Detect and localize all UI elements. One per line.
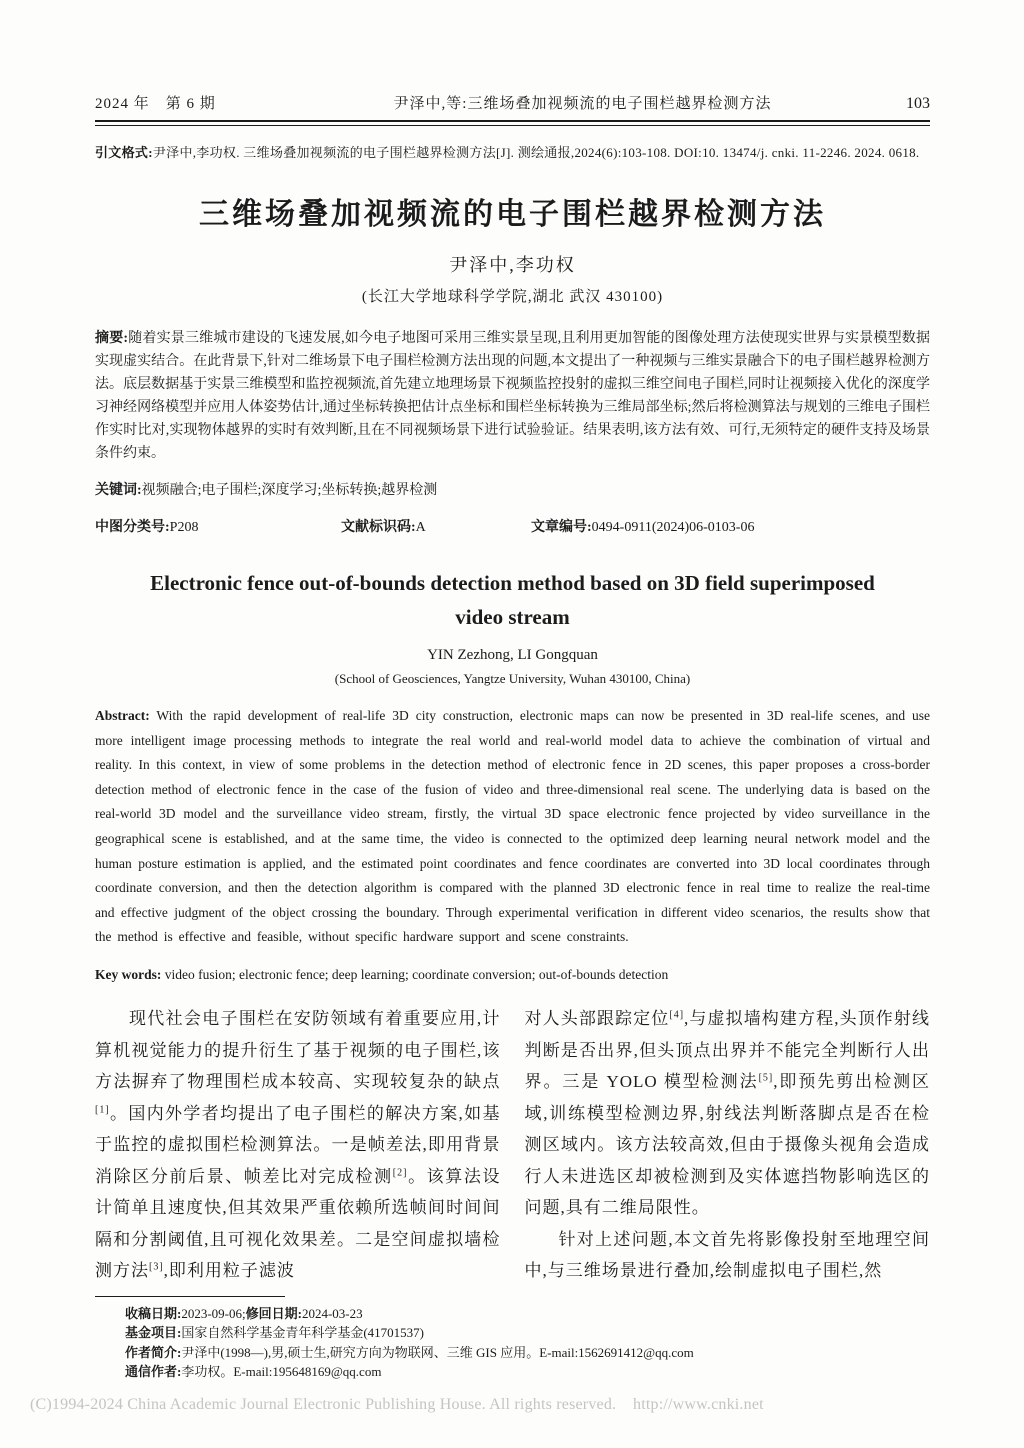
- document-code: 文献标识码:A: [341, 520, 426, 535]
- footnote-corresponding-author: 通信作者:李功权。E-mail:195648169@qq.com: [125, 1364, 382, 1380]
- body-columns: [95, 1003, 930, 1287]
- footnote-received-date: 收稿日期:2023-09-06;修回日期:2024-03-23: [125, 1305, 363, 1321]
- meta-row: [95, 516, 930, 539]
- authors-cn: 尹泽中,李功权: [449, 255, 576, 275]
- copyright-watermark: (C)1994-2024 China Academic Journal Electronic Publishing House. All rights reserved. http://www.cnki.net: [30, 1396, 764, 1413]
- authors-en: YIN Zezhong, LI Gongquan: [427, 647, 598, 663]
- footnote-divider: [95, 1296, 285, 1297]
- citation-note: 引文格式:尹泽中,李功权. 三维场叠加视频流的电子围栏越界检测方法[J]. 测绘通报,2024(6):103-108. DOI:10. 13474/j. cnki. 11-2246. 2024. 0618.: [95, 145, 920, 160]
- article-title-cn: 三维场叠加视频流的电子围栏越界检测方法: [199, 198, 826, 231]
- body-paragraph: 现代社会电子围栏在安防领域有着重要应用,计算机视觉能力的提升衍生了基于视频的电子围栏,该方法摒弃了物理围栏成本较高、实现较复杂的缺点[1]。国内外学者均提出了电子围栏的解决方案,如基于监控的虚拟围栏检测算法。一是帧差法,即用背景消除区分前后景、帧差比对完成检测[2]。该算法设计简单且速度快,但其效果严重依赖所选帧间时间间隔和分割阈值,且可视化效果差。二是空间虚拟墙检测方法[3],即利用粒子滤波: [95, 1009, 501, 1281]
- running-title: 尹泽中,等:三维场叠加视频流的电子围栏越界检测方法: [393, 96, 772, 112]
- footnotes: [125, 1304, 930, 1382]
- column-left: [95, 1003, 501, 1287]
- page-number: 103: [906, 95, 930, 112]
- keywords-cn: 关键词:视频融合;电子围栏;深度学习;坐标转换;越界检测: [95, 483, 438, 498]
- keywords-en: Key words: video fusion; electronic fence; deep learning; coordinate conversion; out-of-bounds detection: [95, 967, 669, 983]
- body-paragraph: 对人头部跟踪定位[4],与虚拟墙构建方程,头顶作射线判断是否出界,但头顶点出界并不能完全判断行人出界。三是 YOLO 模型检测法[5],即预先剪出检测区域,训练模型检测边界,射线法判断落脚点是否在检测区域内。该方法较高效,但由于摄像头视角会造成行人未进选区却被检测到及实体遮挡物影响选区的问题,具有二维局限性。: [524, 1009, 931, 1218]
- body-paragraph: 针对上述问题,本文首先将影像投射至地理空间中,与三维场景进行叠加,绘制虚拟电子围栏,然: [524, 1229, 930, 1281]
- header-divider: [95, 120, 930, 126]
- affiliation-en: (School of Geosciences, Yangtze University, Wuhan 430100, China): [334, 671, 691, 686]
- page-header: [95, 92, 930, 113]
- abstract-en: Abstract: With the rapid development of real-life 3D city construction, electronic maps can now be presented in 3D real-life scenes, and use more intelligent image processing methods to integrate the real world and real-world model data to achieve the combination of virtual and reality. In this context, in view of some problems in the detection method of electronic fence in 2D scenes, this paper proposes a cross-border detection method of electronic fence in the case of the fusion of video and three-dimensional real scene. The underlying data is based on the real-world 3D model and the surveillance video stream, firstly, the virtual 3D space electronic fence projected by video surveillance in the geographical scene is established, and at the same time, the video is connected to the optimized deep learning neural network model and the human posture estimation is applied, and the estimated point coordinates and fence coordinates are converted into 3D local coordinates through coordinate conversion, and then the detection algorithm is compared with the planned 3D electronic fence in real time to realize the real-time and effective judgment of the object crossing the boundary. Through experimental verification in different video scenarios, the results show that the method is effective and feasible, without specific hardware support and scene constraints.: [95, 708, 930, 945]
- clc-number: 中图分类号:P208: [95, 520, 199, 535]
- footnote-author-bio: 作者简介:尹泽中(1998—),男,硕士生,研究方向为物联网、三维 GIS 应用。E-mail:1562691412@qq.com: [125, 1344, 694, 1360]
- affiliation-cn: (长江大学地球科学学院,湖北 武汉 430100): [361, 289, 664, 305]
- column-right: [525, 1003, 931, 1287]
- article-number: 文章编号:0494-0911(2024)06-0103-06: [531, 520, 755, 535]
- article-title-en: Electronic fence out-of-bounds detection method based on 3D field superimposed video stream: [150, 571, 875, 629]
- abstract-cn: 摘要:随着实景三维城市建设的飞速发展,如今电子地图可采用三维实景呈现,且利用更加智能的图像处理方法使现实世界与实景模型数据实现虚实结合。在此背景下,针对二维场景下电子围栏检测方法出现的问题,本文提出了一种视频与三维实景融合下的电子围栏越界检测方法。底层数据基于实景三维模型和监控视频流,首先建立地理场景下视频监控投射的虚拟三维空间电子围栏,同时让视频接入优化的深度学习神经网络模型并应用人体姿势估计,通过坐标转换把估计点坐标和围栏坐标转换为三维局部坐标;然后将检测算法与规划的三维电子围栏作实时比对,实现物体越界的实时有效判断,且在不同视频场景下进行试验验证。结果表明,该方法有效、可行,无须特定的硬件支持及场景条件约束。: [95, 331, 930, 461]
- footnote-funding: 基金项目:国家自然科学基金青年科学基金(41701537): [125, 1325, 425, 1341]
- journal-issue: 2024 年 第 6 期: [95, 96, 216, 112]
